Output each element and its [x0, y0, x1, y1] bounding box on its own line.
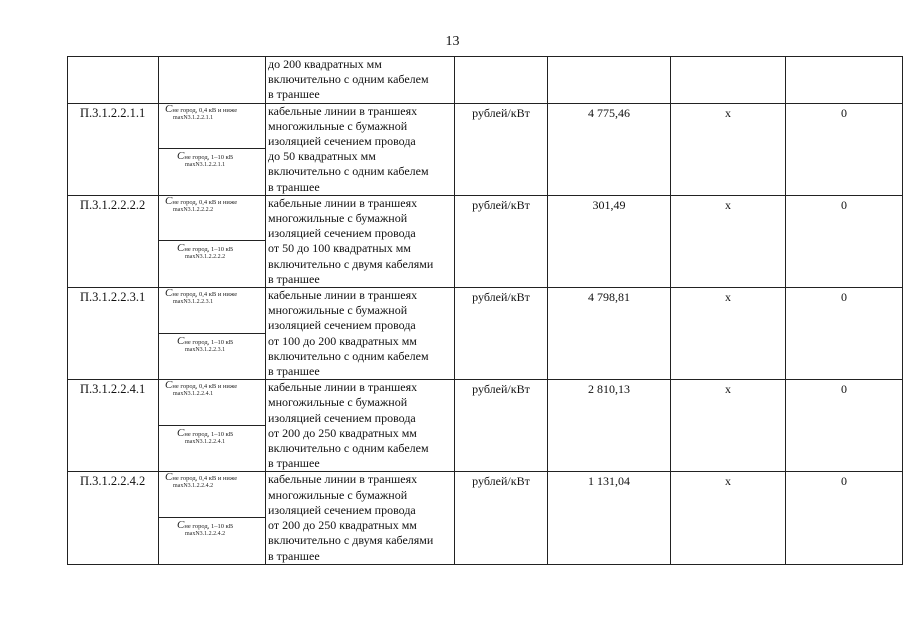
symbol-letter: C [177, 519, 185, 532]
symbol-medium-voltage [177, 426, 234, 446]
description-line: включительно с двумя кабелями [268, 533, 434, 548]
description-line: включительно с одним кабелем [268, 348, 429, 363]
symbol-letter: C [165, 471, 173, 484]
description-line: в траншее [268, 87, 320, 102]
description-line: кабельные линии в траншеях [268, 103, 418, 118]
x-cell: x [671, 288, 786, 380]
unit-cell: рублей/кВт [455, 288, 548, 380]
description-line: изоляцией сечением провода [268, 226, 416, 241]
symbol-letter: C [165, 194, 173, 207]
symbol-cell-medium-voltage [159, 241, 266, 288]
description-line: многожильные с бумажной [268, 487, 408, 502]
value-cell: 2 810,13 [548, 380, 671, 472]
symbol-subscript: maxN3.1.2.2.3.1 [173, 299, 214, 306]
symbol-letter: C [177, 334, 185, 347]
description-cell [266, 57, 455, 104]
description-line: в траншее [268, 548, 320, 563]
symbol-superscript: не город, 1–10 кВ [184, 246, 234, 254]
x-cell [671, 57, 786, 104]
table-row [68, 103, 903, 149]
symbol-low-voltage [165, 379, 238, 398]
symbol-cell-low-voltage [159, 380, 266, 426]
symbol-superscript: не город, 0,4 кВ и ниже [172, 475, 238, 483]
description-cell [266, 472, 455, 564]
description-line: изоляцией сечением провода [268, 134, 416, 149]
description-line: включительно с одним кабелем [268, 72, 429, 87]
symbol-low-voltage [165, 102, 238, 122]
symbol-medium-voltage [177, 334, 234, 354]
symbol-subscript: maxN3.1.2.2.4.2 [185, 531, 226, 538]
table-row [68, 288, 903, 334]
symbol-medium-voltage [177, 150, 234, 169]
symbol-low-voltage [165, 194, 238, 214]
x-cell: x [671, 380, 786, 472]
description-line: в траншее [268, 271, 320, 286]
table-row [68, 380, 903, 426]
symbol-cell-medium-voltage [159, 518, 266, 565]
symbol-medium-voltage [177, 242, 234, 261]
x-cell: x [671, 195, 786, 287]
symbol-cell [159, 57, 266, 104]
description-line: в траншее [268, 364, 320, 379]
zero-cell [786, 57, 903, 104]
symbol-letter: C [165, 102, 173, 115]
symbol-superscript: не город, 0,4 кВ и ниже [172, 291, 238, 299]
description-cell [266, 195, 455, 287]
symbol-superscript: не город, 0,4 кВ и ниже [172, 198, 238, 206]
symbol-cell-low-voltage [159, 288, 266, 334]
description-line: многожильные с бумажной [268, 395, 408, 410]
symbol-letter: C [165, 287, 173, 300]
code-cell: П.3.1.2.2.3.1 [68, 288, 159, 380]
zero-cell: 0 [786, 288, 903, 380]
code-cell: П.3.1.2.2.2.2 [68, 195, 159, 287]
symbol-superscript: не город, 1–10 кВ [184, 338, 234, 346]
code-cell: П.3.1.2.2.1.1 [68, 103, 159, 195]
description-line: кабельные линии в траншеях [268, 195, 418, 210]
zero-cell: 0 [786, 472, 903, 564]
description-line: многожильные с бумажной [268, 303, 408, 318]
tariff-table [67, 56, 903, 565]
unit-cell: рублей/кВт [455, 380, 548, 472]
x-cell: x [671, 103, 786, 195]
description-line: кабельные линии в траншеях [268, 472, 418, 487]
description-line: в траншее [268, 456, 320, 471]
description-line: от 200 до 250 квадратных мм [268, 518, 417, 533]
x-cell: x [671, 472, 786, 564]
symbol-subscript: maxN3.1.2.2.4.1 [185, 438, 226, 445]
description-line: от 50 до 100 квадратных мм [268, 241, 411, 256]
symbol-low-voltage [165, 471, 238, 490]
symbol-superscript: не город, 0,4 кВ и ниже [172, 106, 238, 114]
value-cell: 4 798,81 [548, 288, 671, 380]
page-number: 13 [445, 34, 460, 49]
description-line: многожильные с бумажной [268, 118, 408, 133]
symbol-subscript: maxN3.1.2.2.1.1 [173, 114, 214, 121]
description-line: до 50 квадратных мм [268, 149, 376, 164]
table-row-continuation [68, 57, 903, 104]
symbol-letter: C [177, 242, 185, 255]
symbol-subscript: maxN3.1.2.2.3.1 [185, 346, 226, 353]
symbol-superscript: не город, 1–10 кВ [184, 154, 234, 162]
unit-cell: рублей/кВт [455, 472, 548, 564]
symbol-superscript: не город, 0,4 кВ и ниже [172, 383, 238, 391]
symbol-letter: C [177, 150, 185, 163]
symbol-superscript: не город, 1–10 кВ [184, 523, 234, 531]
description-line: до 200 квадратных мм [268, 57, 382, 71]
description-line: включительно с одним кабелем [268, 164, 429, 179]
description-line: кабельные линии в траншеях [268, 288, 418, 303]
symbol-subscript: maxN3.1.2.2.2.2 [185, 254, 226, 261]
symbol-cell-medium-voltage [159, 333, 266, 380]
symbol-subscript: maxN3.1.2.2.1.1 [185, 162, 226, 169]
description-line: в траншее [268, 179, 320, 194]
description-cell [266, 380, 455, 472]
symbol-cell-low-voltage [159, 472, 266, 518]
code-cell: П.3.1.2.2.4.2 [68, 472, 159, 564]
symbol-cell-medium-voltage [159, 149, 266, 196]
symbol-cell-low-voltage [159, 195, 266, 241]
description-line: кабельные линии в траншеях [268, 380, 418, 395]
symbol-subscript: maxN3.1.2.2.2.2 [173, 206, 214, 213]
symbol-letter: C [177, 426, 185, 439]
symbol-subscript: maxN3.1.2.2.4.2 [173, 483, 214, 490]
description-line: изоляцией сечением провода [268, 410, 416, 425]
zero-cell: 0 [786, 380, 903, 472]
description-line: включительно с двумя кабелями [268, 256, 434, 271]
code-cell [68, 57, 159, 104]
symbol-subscript: maxN3.1.2.2.4.1 [173, 391, 214, 398]
description-line: многожильные с бумажной [268, 211, 408, 226]
symbol-cell-low-voltage [159, 103, 266, 149]
description-line: от 100 до 200 квадратных мм [268, 333, 417, 348]
table-row [68, 195, 903, 241]
unit-cell: рублей/кВт [455, 195, 548, 287]
table-row [68, 472, 903, 518]
description-line: включительно с одним кабелем [268, 441, 429, 456]
symbol-superscript: не город, 1–10 кВ [184, 430, 234, 438]
value-cell: 301,49 [548, 195, 671, 287]
symbol-low-voltage [165, 287, 238, 306]
code-cell: П.3.1.2.2.4.1 [68, 380, 159, 472]
unit-cell: рублей/кВт [455, 103, 548, 195]
symbol-medium-voltage [177, 519, 234, 538]
unit-cell [455, 57, 548, 104]
description-line: изоляцией сечением провода [268, 502, 416, 517]
symbol-cell-medium-voltage [159, 425, 266, 472]
description-cell [266, 288, 455, 380]
value-cell [548, 57, 671, 104]
value-cell: 4 775,46 [548, 103, 671, 195]
description-cell [266, 103, 455, 195]
description-line: от 200 до 250 квадратных мм [268, 425, 417, 440]
zero-cell: 0 [786, 103, 903, 195]
zero-cell: 0 [786, 195, 903, 287]
description-line: изоляцией сечением провода [268, 318, 416, 333]
value-cell: 1 131,04 [548, 472, 671, 564]
symbol-letter: C [165, 379, 173, 392]
